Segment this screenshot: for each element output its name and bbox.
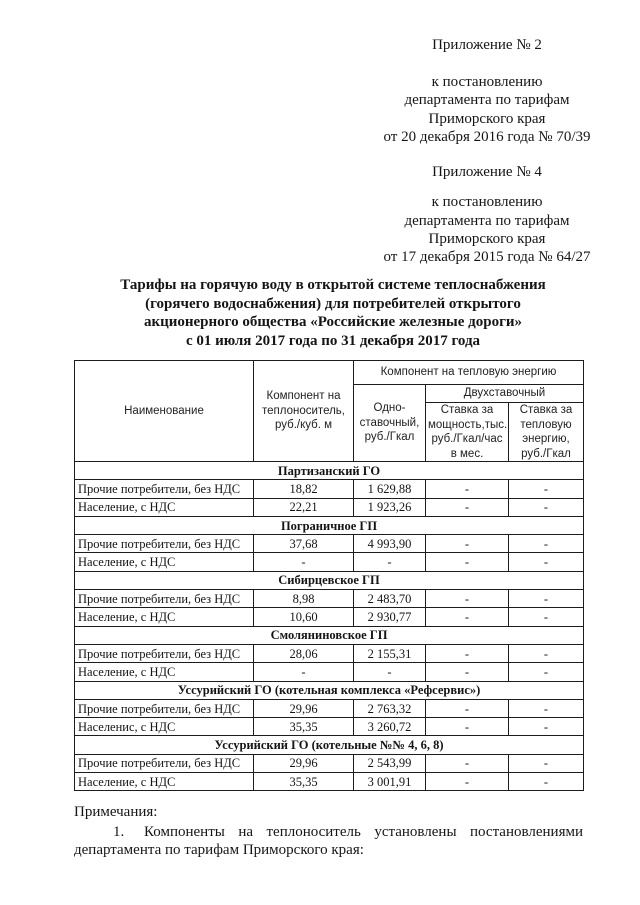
carrier-component-cell: 29,96 xyxy=(254,699,354,717)
note-item xyxy=(113,823,583,842)
header-line: руб./куб. м xyxy=(274,419,333,432)
appendix-reference xyxy=(377,193,597,266)
header-line: энергию, xyxy=(522,433,570,445)
single-rate-cell: 1 629,88 xyxy=(354,480,426,498)
section-title: Уссурийский ГО (котельные №№ 4, 6, 8) xyxy=(75,736,584,754)
carrier-component-cell: 35,35 xyxy=(254,718,354,736)
carrier-component-cell: 18,82 xyxy=(254,480,354,498)
single-rate-cell: 1 923,26 xyxy=(354,498,426,516)
note-text-line: Компоненты на теплоноситель установлены постановлениями xyxy=(144,824,583,840)
carrier-component-cell: 37,68 xyxy=(254,535,354,553)
header-single-rate xyxy=(354,385,426,462)
section-title: Уссурийский ГО (котельная комплекса «Рефсервис») xyxy=(75,681,584,699)
single-rate-cell: - xyxy=(354,553,426,571)
appendix-reference xyxy=(377,73,597,146)
single-rate-cell: 3 001,91 xyxy=(354,773,426,791)
section-row xyxy=(75,736,584,754)
energy-rate-cell: - xyxy=(509,718,584,736)
header-line: Компонент на тепловую энергию xyxy=(380,366,557,379)
title-line: (горячего водоснабжения) для потребителей открытого xyxy=(145,295,521,312)
table-row xyxy=(75,699,584,717)
single-rate-cell: 3 260,72 xyxy=(354,718,426,736)
header-carrier-component xyxy=(254,361,354,462)
header-line: тепловую xyxy=(520,418,572,431)
title-line: с 01 июля 2017 года по 31 декабря 2017 года xyxy=(185,333,481,350)
consumer-name-cell: Население, с НДС xyxy=(75,608,254,626)
capacity-rate-cell: - xyxy=(426,535,509,553)
table-row xyxy=(75,663,584,681)
table-row xyxy=(75,608,584,626)
single-rate-cell: 4 993,90 xyxy=(354,535,426,553)
capacity-rate-cell: - xyxy=(426,699,509,717)
header-line: теплоноситель, xyxy=(262,404,345,417)
header-energy-component xyxy=(354,361,584,385)
header-line: Компонент на xyxy=(266,390,341,403)
appendix-line: от 17 декабря 2015 года № 64/27 xyxy=(383,249,591,266)
header-line: ставочный, xyxy=(359,416,420,429)
header-line: в мес. xyxy=(450,447,484,460)
carrier-component-cell: 29,96 xyxy=(254,754,354,772)
appendix-block-2 xyxy=(377,36,597,146)
header-two-rate xyxy=(426,385,584,403)
title-line: акционерного общества «Российские железные дороги» xyxy=(143,314,523,331)
header-line: Ставка за xyxy=(519,404,573,416)
section-row xyxy=(75,626,584,644)
capacity-rate-cell: - xyxy=(426,553,509,571)
energy-rate-cell: - xyxy=(509,498,584,516)
tariff-table xyxy=(74,360,584,791)
capacity-rate-cell: - xyxy=(426,644,509,662)
consumer-name-cell: Прочие потребители, без НДС xyxy=(75,754,254,772)
appendix-line: департамента по тарифам xyxy=(404,92,570,109)
section-row xyxy=(75,571,584,589)
capacity-rate-cell: - xyxy=(426,663,509,681)
carrier-component-cell: 22,21 xyxy=(254,498,354,516)
section-title: Пограничное ГП xyxy=(75,516,584,534)
energy-rate-cell: - xyxy=(509,480,584,498)
consumer-name-cell: Население, с НДС xyxy=(75,663,254,681)
capacity-rate-cell: - xyxy=(426,480,509,498)
table-row xyxy=(75,644,584,662)
appendix-line: департамента по тарифам xyxy=(404,212,570,229)
energy-rate-cell: - xyxy=(509,773,584,791)
section-title: Сибирцевское ГП xyxy=(75,571,584,589)
table-row xyxy=(75,498,584,516)
appendix-title: Приложение № 4 xyxy=(432,164,542,180)
capacity-rate-cell: - xyxy=(426,718,509,736)
single-rate-cell: 2 763,32 xyxy=(354,699,426,717)
single-rate-cell: - xyxy=(354,663,426,681)
header-energy-rate xyxy=(509,403,584,462)
consumer-name-cell: Прочие потребители, без НДС xyxy=(75,644,254,662)
header-capacity-rate xyxy=(426,403,509,462)
energy-rate-cell: - xyxy=(509,663,584,681)
energy-rate-cell: - xyxy=(509,608,584,626)
single-rate-cell: 2 155,31 xyxy=(354,644,426,662)
appendix-line: Приморского края xyxy=(428,230,546,247)
carrier-component-cell: 35,35 xyxy=(254,773,354,791)
header-line: мощность,тыс. xyxy=(428,418,508,431)
section-row xyxy=(75,462,584,480)
header-line: руб./Гкал xyxy=(521,447,571,460)
single-rate-cell: 2 543,99 xyxy=(354,754,426,772)
energy-rate-cell: - xyxy=(509,553,584,571)
energy-rate-cell: - xyxy=(509,754,584,772)
capacity-rate-cell: - xyxy=(426,498,509,516)
carrier-component-cell: - xyxy=(254,663,354,681)
appendix-line: от 20 декабря 2016 года № 70/39 xyxy=(383,128,591,145)
note-number: 1. xyxy=(113,824,125,840)
table-header xyxy=(75,361,584,462)
carrier-component-cell: - xyxy=(254,553,354,571)
energy-rate-cell: - xyxy=(509,590,584,608)
energy-rate-cell: - xyxy=(509,535,584,553)
consumer-name-cell: Прочие потребители, без НДС xyxy=(75,480,254,498)
capacity-rate-cell: - xyxy=(426,608,509,626)
table-row xyxy=(75,773,584,791)
energy-rate-cell: - xyxy=(509,699,584,717)
appendix-line: к постановлению xyxy=(431,194,543,211)
capacity-rate-cell: - xyxy=(426,773,509,791)
document-title xyxy=(60,276,606,351)
header-line: руб./Гкал/час xyxy=(431,433,503,445)
table-row xyxy=(75,553,584,571)
energy-rate-cell: - xyxy=(509,644,584,662)
single-rate-cell: 2 930,77 xyxy=(354,608,426,626)
consumer-name-cell: Прочие потребители, без НДС xyxy=(75,590,254,608)
capacity-rate-cell: - xyxy=(426,590,509,608)
consumer-name-cell: Население, с НДС xyxy=(75,498,254,516)
consumer-name-cell: Населенис, с НДС xyxy=(75,718,254,736)
consumer-name-cell: Население, с НДС xyxy=(75,553,254,571)
carrier-component-cell: 10,60 xyxy=(254,608,354,626)
header-line: Ставка за xyxy=(440,404,494,416)
title-line: Тарифы на горячую воду в открытой системе теплоснабжения xyxy=(120,277,546,293)
carrier-component-cell: 28,06 xyxy=(254,644,354,662)
table-row xyxy=(75,480,584,498)
header-line: Наименование xyxy=(124,404,204,417)
carrier-component-cell: 8,98 xyxy=(254,590,354,608)
consumer-name-cell: Прочие потребители, без НДС xyxy=(75,535,254,553)
section-row xyxy=(75,516,584,534)
section-row xyxy=(75,681,584,699)
appendix-line: к постановлению xyxy=(431,73,543,90)
appendix-title: Приложение № 2 xyxy=(432,37,542,53)
table-row xyxy=(75,590,584,608)
header-row xyxy=(75,361,584,385)
table-body xyxy=(75,462,584,791)
section-title: Партизанский ГО xyxy=(75,462,584,480)
capacity-rate-cell: - xyxy=(426,754,509,772)
appendix-block-4 xyxy=(377,163,597,266)
single-rate-cell: 2 483,70 xyxy=(354,590,426,608)
table-row xyxy=(75,754,584,772)
notes-heading: Примечания: xyxy=(74,804,158,820)
table-row xyxy=(75,535,584,553)
header-name xyxy=(75,361,254,462)
consumer-name-cell: Прочие потребители, без НДС xyxy=(75,699,254,717)
table-row xyxy=(75,718,584,736)
section-title: Смоляниновское ГП xyxy=(75,626,584,644)
header-line: Двухставочный xyxy=(463,387,546,400)
header-line: Одно- xyxy=(373,402,406,415)
consumer-name-cell: Население, с НДС xyxy=(75,773,254,791)
note-text-line: департамента по тарифам Приморского края: xyxy=(74,842,364,858)
header-line: руб./Гкал xyxy=(364,431,415,444)
appendix-line: Приморского края xyxy=(428,110,546,127)
